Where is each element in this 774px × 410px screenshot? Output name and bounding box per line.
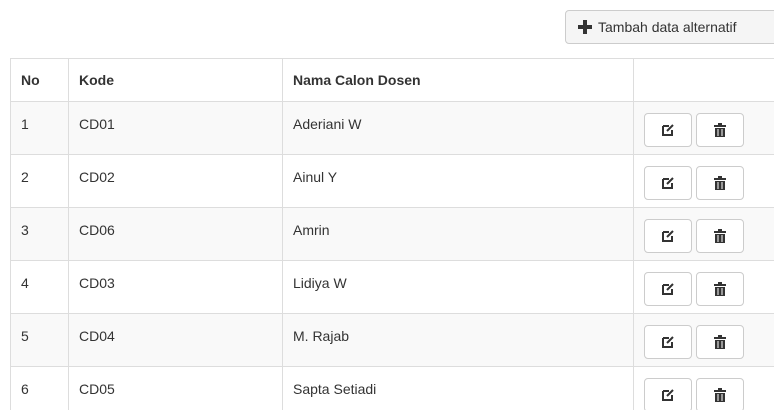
- cell-kode: CD01: [69, 102, 283, 155]
- edit-button[interactable]: [644, 113, 692, 147]
- table-body: [11, 102, 774, 410]
- trash-icon: [714, 123, 726, 137]
- table-row: [11, 102, 774, 155]
- cell-kode: CD04: [69, 314, 283, 367]
- edit-button[interactable]: [644, 166, 692, 200]
- cell-no: 2: [11, 155, 69, 208]
- edit-button[interactable]: [644, 325, 692, 359]
- cell-nama: Sapta Setiadi: [283, 367, 634, 410]
- cell-kode: CD06: [69, 208, 283, 261]
- trash-icon: [714, 229, 726, 243]
- edit-icon: [661, 282, 675, 296]
- table-row: [11, 208, 774, 261]
- table-row: [11, 314, 774, 367]
- cell-kode: CD02: [69, 155, 283, 208]
- header-no: No: [11, 59, 69, 102]
- delete-button[interactable]: [696, 219, 744, 253]
- table-header-row: [11, 59, 774, 102]
- cell-kode: CD05: [69, 367, 283, 410]
- alternatif-table: [10, 58, 774, 410]
- trash-icon: [714, 282, 726, 296]
- edit-icon: [661, 229, 675, 243]
- table-row: [11, 367, 774, 410]
- delete-button[interactable]: [696, 166, 744, 200]
- add-alternatif-label: Tambah data alternatif: [598, 19, 737, 35]
- edit-button[interactable]: [644, 219, 692, 253]
- cell-kode: CD03: [69, 261, 283, 314]
- header-actions: [634, 59, 774, 102]
- delete-button[interactable]: [696, 325, 744, 359]
- trash-icon: [714, 388, 726, 402]
- cell-nama: Lidiya W: [283, 261, 634, 314]
- trash-icon: [714, 176, 726, 190]
- cell-nama: Amrin: [283, 208, 634, 261]
- cell-actions: [634, 261, 774, 314]
- add-alternatif-button[interactable]: [565, 10, 774, 44]
- cell-nama: Aderiani W: [283, 102, 634, 155]
- delete-button[interactable]: [696, 272, 744, 306]
- header-kode: Kode: [69, 59, 283, 102]
- cell-no: 4: [11, 261, 69, 314]
- cell-actions: [634, 102, 774, 155]
- edit-icon: [661, 123, 675, 137]
- edit-icon: [661, 388, 675, 402]
- delete-button[interactable]: [696, 378, 744, 410]
- edit-button[interactable]: [644, 272, 692, 306]
- cell-actions: [634, 314, 774, 367]
- cell-no: 6: [11, 367, 69, 410]
- header-nama: Nama Calon Dosen: [283, 59, 634, 102]
- cell-nama: Ainul Y: [283, 155, 634, 208]
- cell-actions: [634, 367, 774, 410]
- edit-icon: [661, 176, 675, 190]
- table-row: [11, 261, 774, 314]
- plus-icon: [578, 20, 592, 34]
- trash-icon: [714, 335, 726, 349]
- cell-no: 5: [11, 314, 69, 367]
- cell-no: 3: [11, 208, 69, 261]
- delete-button[interactable]: [696, 113, 744, 147]
- cell-actions: [634, 208, 774, 261]
- table-row: [11, 155, 774, 208]
- cell-nama: M. Rajab: [283, 314, 634, 367]
- cell-actions: [634, 155, 774, 208]
- edit-icon: [661, 335, 675, 349]
- cell-no: 1: [11, 102, 69, 155]
- edit-button[interactable]: [644, 378, 692, 410]
